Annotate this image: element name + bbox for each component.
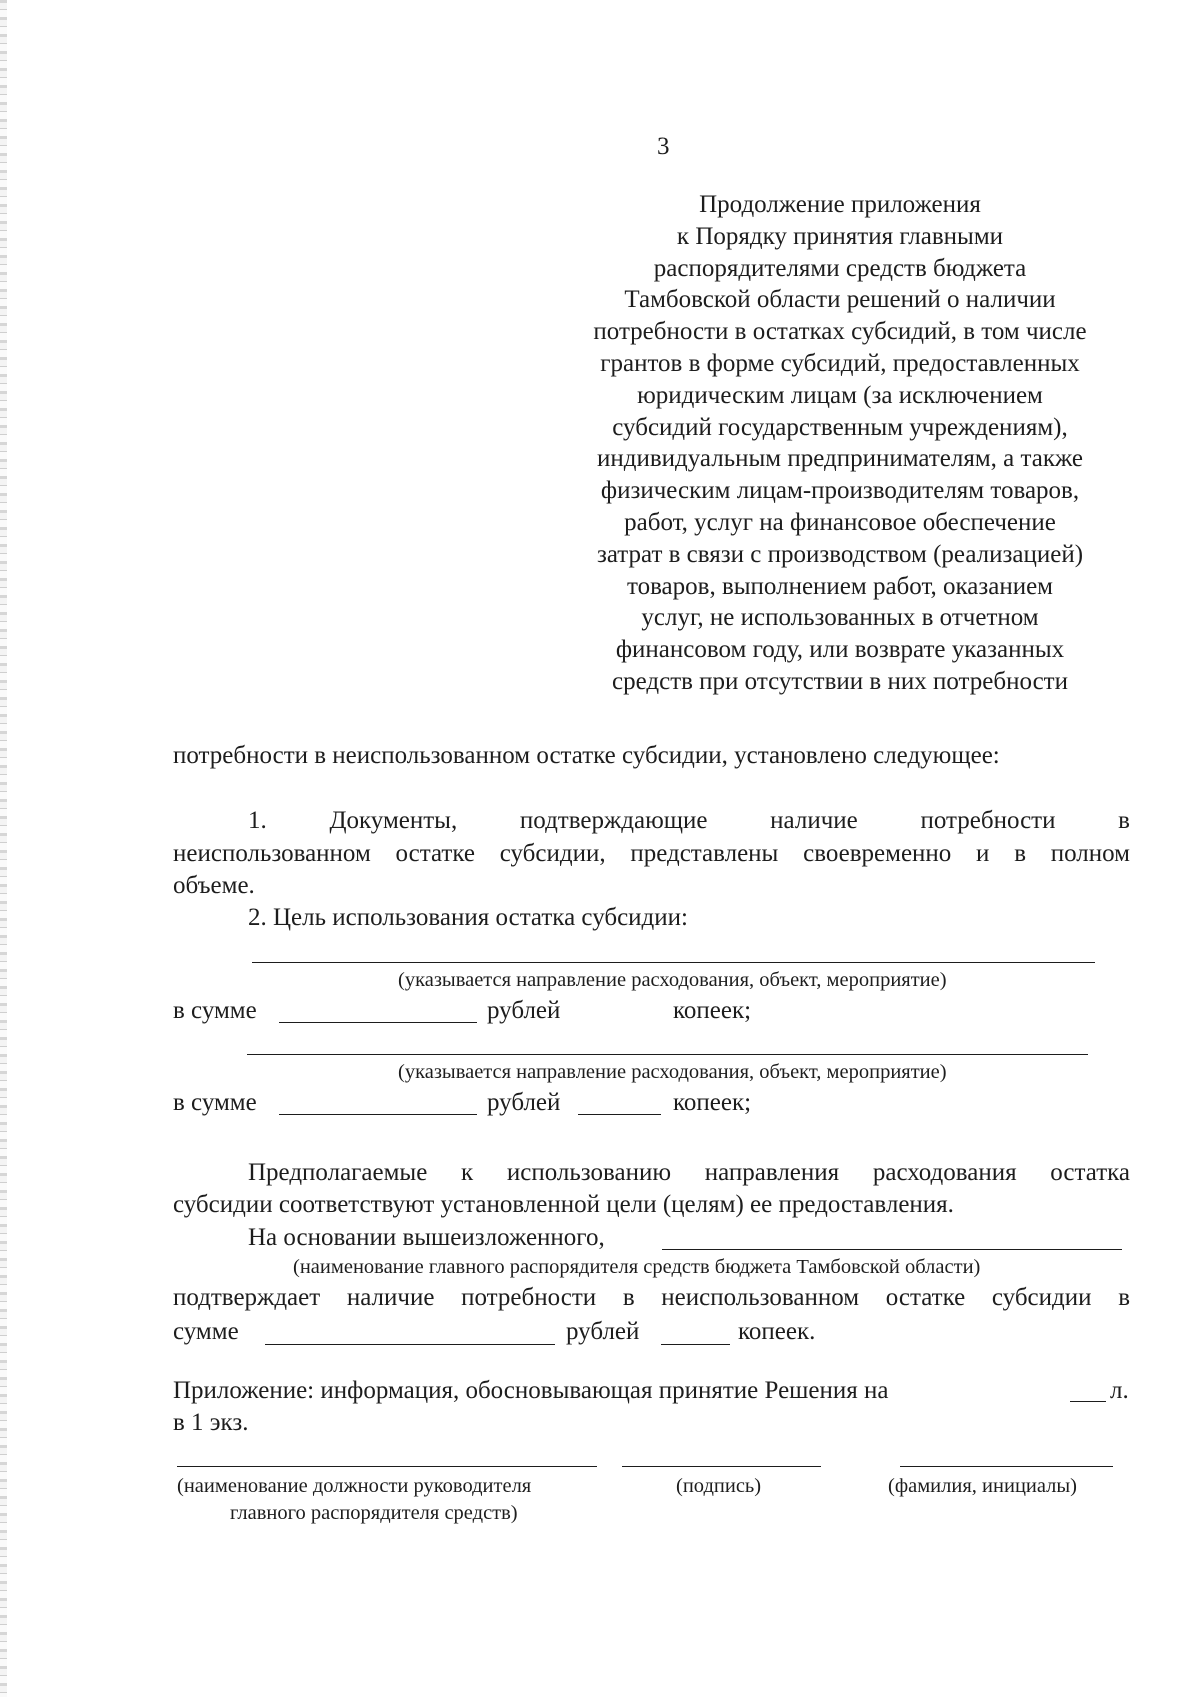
header-line: работ, услуг на финансовое обеспечение [624, 508, 1056, 536]
item-2-heading: 2. Цель использования остатка субсидии: [248, 904, 688, 931]
confirm-line-1: подтверждает наличие потребности в неиспользованном остатке субсидии в [173, 1284, 1130, 1311]
appendix-pages-blank[interactable] [1070, 1401, 1106, 1402]
direction-hint-1: (указывается направление расходования, объект, мероприятие) [398, 969, 947, 991]
appendix-header [540, 189, 1140, 698]
sum-kop-blank-2[interactable] [578, 1114, 661, 1115]
confirm-rub-label: рублей [566, 1318, 640, 1345]
gr-name-hint: (наименование главного распорядителя средств бюджета Тамбовской области) [293, 1256, 981, 1278]
sig-sign-blank[interactable] [622, 1466, 821, 1467]
sum-label-2: в сумме [173, 1089, 257, 1116]
header-line: товаров, выполнением работ, оказанием [626, 572, 1054, 600]
appendix-pages-unit: л. [1110, 1377, 1129, 1404]
assumed-paragraph-line-1: Предполагаемые к использованию направления расходования остатка [248, 1159, 1130, 1186]
header-line: финансовом году, или возврате указанных [615, 636, 1065, 664]
direction-blank-2[interactable] [247, 1054, 1088, 1055]
header-line: Тамбовской области решений о наличии [624, 286, 1056, 314]
item-1-word: в [1118, 807, 1130, 834]
item-1-line-3: объеме. [173, 872, 255, 899]
page-number: 3 [657, 133, 670, 160]
direction-blank-1[interactable] [252, 962, 1095, 963]
header-line: Продолжение приложения [699, 191, 981, 218]
appendix-line-2: в 1 экз. [173, 1409, 249, 1436]
intro-line: потребности в неиспользованном остатке субсидии, установлено следующее: [173, 742, 1000, 769]
sig-position-blank[interactable] [177, 1466, 597, 1467]
header-line: средств при отсутствии в них потребности [612, 667, 1068, 695]
item-1-first-line [248, 805, 1130, 837]
header-line: потребности в остатках субсидий, в том числе [593, 318, 1087, 346]
assumed-paragraph-line-2: субсидии соответствуют установленной цели (целям) ее предоставления. [173, 1191, 954, 1218]
sig-position-hint-1: (наименование должности руководителя [177, 1475, 532, 1497]
rub-label-1: рублей [487, 997, 561, 1024]
item-1-word: подтверждающие [519, 807, 708, 834]
item-1-word: наличие [770, 807, 858, 834]
confirm-kop-blank[interactable] [661, 1344, 730, 1345]
item-1-number: 1. [248, 807, 267, 834]
confirm-rub-blank[interactable] [265, 1344, 555, 1345]
header-line: юридическим лицам (за исключением [637, 381, 1043, 409]
header-line: к Порядку принятия главными [676, 222, 1004, 250]
sig-sign-hint: (подпись) [676, 1475, 762, 1497]
header-line: грантов в форме субсидий, предоставленных [600, 349, 1080, 377]
header-line: индивидуальным предпринимателям, а также [596, 445, 1084, 473]
direction-hint-2: (указывается направление расходования, объект, мероприятие) [398, 1061, 947, 1083]
scan-left-edge [0, 0, 7, 1697]
kop-label-2: копеек; [673, 1089, 752, 1116]
gr-name-blank[interactable] [662, 1249, 1122, 1250]
header-line: субсидий государственным учреждениям), [612, 413, 1068, 441]
sig-name-hint: (фамилия, инициалы) [888, 1475, 1077, 1497]
sum-label-1: в сумме [173, 997, 257, 1024]
basis-label: На основании вышеизложенного, [248, 1224, 605, 1251]
confirm-sum-label: сумме [173, 1318, 239, 1345]
item-1-word: потребности [920, 807, 1056, 834]
header-line: физическим лицам-производителям товаров, [600, 477, 1080, 505]
sum-rub-blank-2[interactable] [279, 1114, 477, 1115]
header-line: услуг, не использованных в отчетном [641, 604, 1039, 632]
item-1-word: Документы, [329, 807, 458, 834]
sum-rub-blank-1[interactable] [279, 1022, 477, 1023]
header-line: распорядителями средств бюджета [653, 254, 1027, 282]
rub-label-2: рублей [487, 1089, 561, 1116]
confirm-kop-label: копеек. [738, 1318, 816, 1345]
item-1-line-2: неиспользованном остатке субсидии, представлены своевременно и в полном [173, 840, 1130, 867]
appendix-text: Приложение: информация, обосновывающая принятие Решения на [173, 1377, 889, 1404]
appendix-line-1 [173, 1375, 1086, 1407]
sig-position-hint-2: главного распорядителя средств) [230, 1502, 518, 1524]
header-line: затрат в связи с производством (реализацией) [596, 540, 1084, 568]
kop-label-1: копеек; [673, 997, 752, 1024]
sig-name-blank[interactable] [900, 1466, 1113, 1467]
